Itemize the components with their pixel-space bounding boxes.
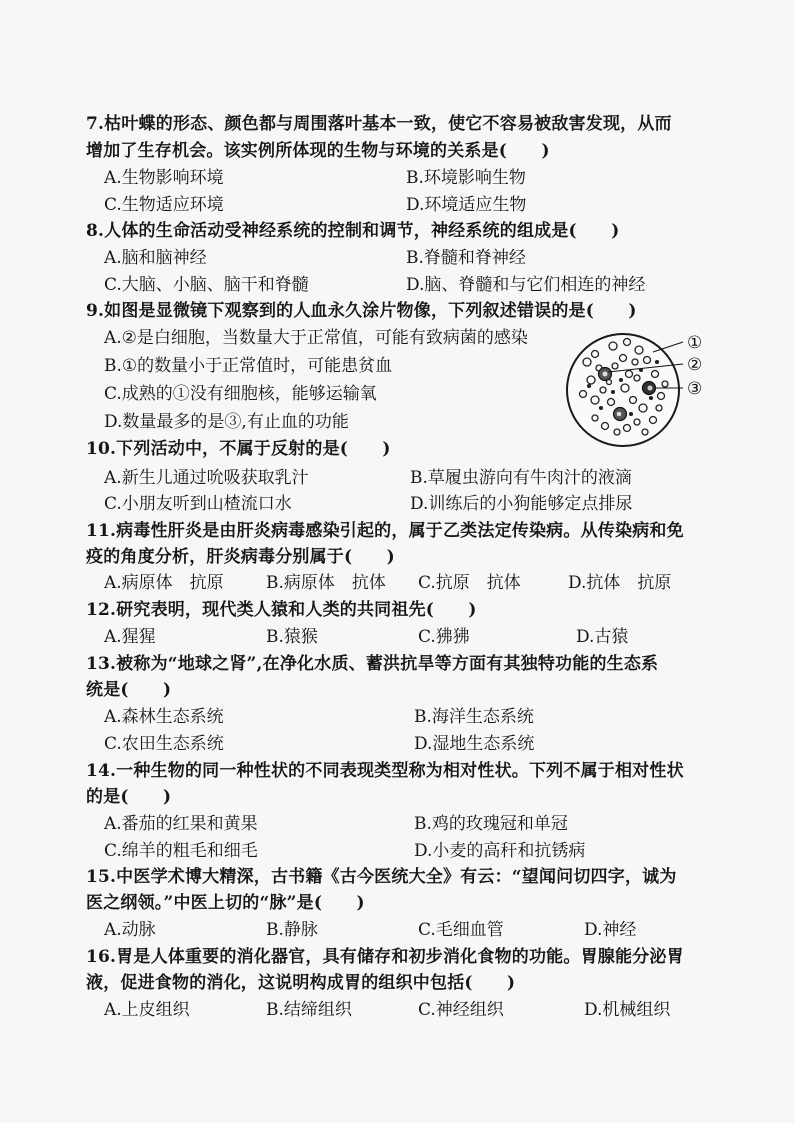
option-b: B.脊髓和脊神经 [406,248,526,268]
question-stem: 医之纲领。”中医上切的“脉”是( ) [86,893,365,913]
option-d: D.神经 [584,920,637,940]
option-c: C.成熟的①没有细胞核，能够运输氧 [104,384,377,404]
option-c: C.绵羊的粗毛和细毛 [104,841,258,861]
option-a: A.动脉 [104,920,156,940]
question-stem: 增加了生存机会。该实例所体现的生物与环境的关系是( ) [86,141,550,161]
option-c: C.毛细血管 [418,920,504,940]
option-d: D.训练后的小狗能够定点排尿 [410,494,633,514]
question-stem: 16.胃是人体重要的消化器官，具有储存和初步消化食物的功能。胃腺能分泌胃 [86,947,684,967]
option-a: A.脑和脑神经 [104,248,207,268]
option-b: B.结缔组织 [266,1000,352,1020]
question-stem: 液，促进食物的消化，这说明构成胃的组织中包括( ) [86,973,516,993]
question-stem: 疫的角度分析，肝炎病毒分别属于( ) [86,547,395,567]
question-stem: 10.下列活动中，不属于反射的是( ) [86,439,391,459]
option-c: C.大脑、小脑、脑干和脊髓 [104,275,309,295]
option-b: B.海洋生态系统 [414,707,534,727]
option-d: D.脑、脊髓和与它们相连的神经 [406,275,646,295]
question-stem: 统是( ) [86,680,172,700]
option-b: B.静脉 [266,920,318,940]
option-d: D.湿地生态系统 [414,734,535,754]
option-c: C.生物适应环境 [104,195,224,215]
option-a: A.番茄的红果和黄果 [104,814,258,834]
option-c: C.农田生态系统 [104,734,224,754]
question-stem: 13.被称为“地球之肾”,在净化水质、蓄洪抗旱等方面有其独特功能的生态系 [86,654,659,674]
option-a: A.上皮组织 [104,1000,190,1020]
question-stem: 12.研究表明，现代类人猿和人类的共同祖先( ) [86,600,477,620]
option-b: B.草履虫游向有牛肉汁的液滴 [410,468,632,488]
question-stem: 7.枯叶蝶的形态、颜色都与周围落叶基本一致，使它不容易被敌害发现，从而 [86,114,672,134]
option-a: A.病原体 抗原 [104,573,224,593]
option-b: B.鸡的玫瑰冠和单冠 [414,814,568,834]
option-d: D.抗体 抗原 [568,573,672,593]
question-stem: 9.如图是显微镜下观察到的人血永久涂片物像，下列叙述错误的是( ) [86,301,637,321]
option-b: B.①的数量小于正常值时，可能患贫血 [104,356,393,376]
question-stem: 的是( ) [86,787,172,807]
figure-label-3: ③ [687,379,703,399]
option-a: A.猩猩 [104,627,156,647]
option-b: B.病原体 抗体 [266,573,386,593]
option-c: C.神经组织 [418,1000,504,1020]
option-a: A.新生儿通过吮吸获取乳汁 [104,468,309,488]
option-c: C.狒狒 [418,627,470,647]
option-c: C.小朋友听到山楂流口水 [104,494,292,514]
option-a: A.②是白细胞，当数量大于正常值，可能有致病菌的感染 [104,328,528,348]
option-a: A.森林生态系统 [104,707,224,727]
question-stem: 14.一种生物的同一种性状的不同表现类型称为相对性状。下列不属于相对性状 [86,761,684,781]
option-d: D.古猿 [576,627,629,647]
option-d: D.数量最多的是③,有止血的功能 [104,412,349,432]
figure-label-1: ① [687,333,703,353]
question-stem: 15.中医学术博大精深，古书籍《古今医统大全》有云：“望闻问切四字，诚为 [86,867,677,887]
option-b: B.猿猴 [266,627,318,647]
figure-label-2: ② [687,355,703,375]
option-a: A.生物影响环境 [104,168,224,188]
option-c: C.抗原 抗体 [418,573,521,593]
question-stem: 11.病毒性肝炎是由肝炎病毒感染引起的，属于乙类法定传染病。从传染病和免 [86,521,684,541]
option-b: B.环境影响生物 [406,168,526,188]
option-d: D.小麦的高秆和抗锈病 [414,841,586,861]
option-d: D.机械组织 [584,1000,671,1020]
option-d: D.环境适应生物 [406,195,527,215]
question-stem: 8.人体的生命活动受神经系统的控制和调节，神经系统的组成是( ) [86,221,620,241]
